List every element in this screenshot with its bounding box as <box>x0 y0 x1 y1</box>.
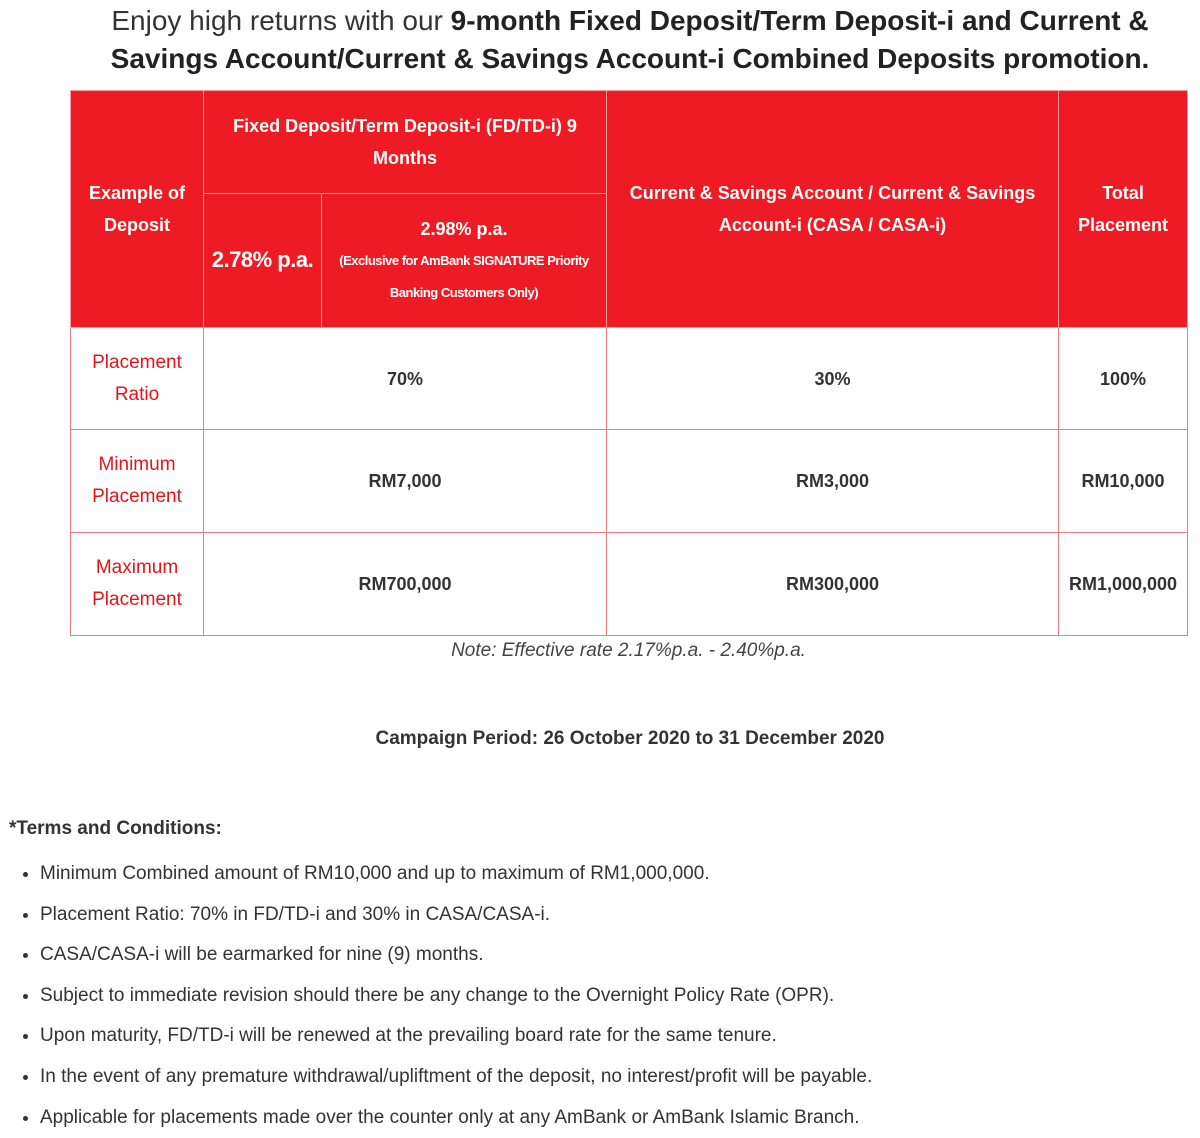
table-row <box>71 328 1188 430</box>
table-header-row <box>71 91 1188 194</box>
list-item: • In the event of any premature withdrawal/upliftment of the deposit, no interest/profit will be payable. <box>40 1057 1180 1098</box>
header-total-placement: Total Placement <box>1059 91 1188 328</box>
terms-title: *Terms and Conditions: <box>9 818 222 839</box>
cell-casa-maximum: RM300,000 <box>607 533 1059 636</box>
list-item: • Minimum Combined amount of RM10,000 and up to maximum of RM1,000,000. <box>40 854 1180 895</box>
promo-headline <box>60 2 1200 78</box>
cell-fd-ratio: 70% <box>204 328 607 430</box>
table-row <box>71 533 1188 636</box>
list-item: • Subject to immediate revision should there be any change to the Overnight Policy Rate (OPR). <box>40 976 1180 1017</box>
headline-bold: 9-month Fixed Deposit/Term Deposit-i and Current & Savings Account/Current & Savings Account-i Combined Deposits promotion. <box>110 5 1150 74</box>
list-item: • Applicable for placements made over the counter only at any AmBank or AmBank Islamic Branch. <box>40 1098 1180 1138</box>
cell-total-minimum: RM10,000 <box>1059 430 1188 533</box>
rate-priority-note: (Exclusive for AmBank SIGNATURE Priority Banking Customers Only) <box>339 252 589 300</box>
cell-fd-minimum: RM7,000 <box>204 430 607 533</box>
list-item: • CASA/CASA-i will be earmarked for nine (9) months. <box>40 935 1180 976</box>
headline-lead: Enjoy high returns with our <box>111 5 451 36</box>
list-item: • Upon maturity, FD/TD-i will be renewed at the prevailing board rate for the same tenure. <box>40 1016 1180 1057</box>
row-label-minimum-placement: Minimum Placement <box>71 430 204 533</box>
campaign-period: Campaign Period: 26 October 2020 to 31 December 2020 <box>375 728 885 749</box>
terms-list <box>0 854 1180 1138</box>
header-casa: Current & Savings Account / Current & Savings Account-i (CASA / CASA-i) <box>607 91 1059 328</box>
cell-total-maximum: RM1,000,000 <box>1059 533 1188 636</box>
header-example-of-deposit: Example of Deposit <box>71 91 204 328</box>
header-fd-td: Fixed Deposit/Term Deposit-i (FD/TD-i) 9 Months <box>204 91 607 194</box>
table-row <box>71 430 1188 533</box>
cell-fd-maximum: RM700,000 <box>204 533 607 636</box>
list-item: • Placement Ratio: 70% in FD/TD-i and 30% in CASA/CASA-i. <box>40 895 1180 936</box>
cell-casa-ratio: 30% <box>607 328 1059 430</box>
row-label-placement-ratio: Placement Ratio <box>71 328 204 430</box>
rate-standard: 2.78% p.a. <box>204 194 322 328</box>
effective-rate-note: Note: Effective rate 2.17%p.a. - 2.40%p.a. <box>451 640 806 661</box>
cell-total-ratio: 100% <box>1059 328 1188 430</box>
cell-casa-minimum: RM3,000 <box>607 430 1059 533</box>
deposit-promo-table <box>70 90 1188 636</box>
rate-priority: 2.98% p.a. (Exclusive for AmBank SIGNATURE Priority Banking Customers Only) <box>322 194 607 328</box>
row-label-maximum-placement: Maximum Placement <box>71 533 204 636</box>
